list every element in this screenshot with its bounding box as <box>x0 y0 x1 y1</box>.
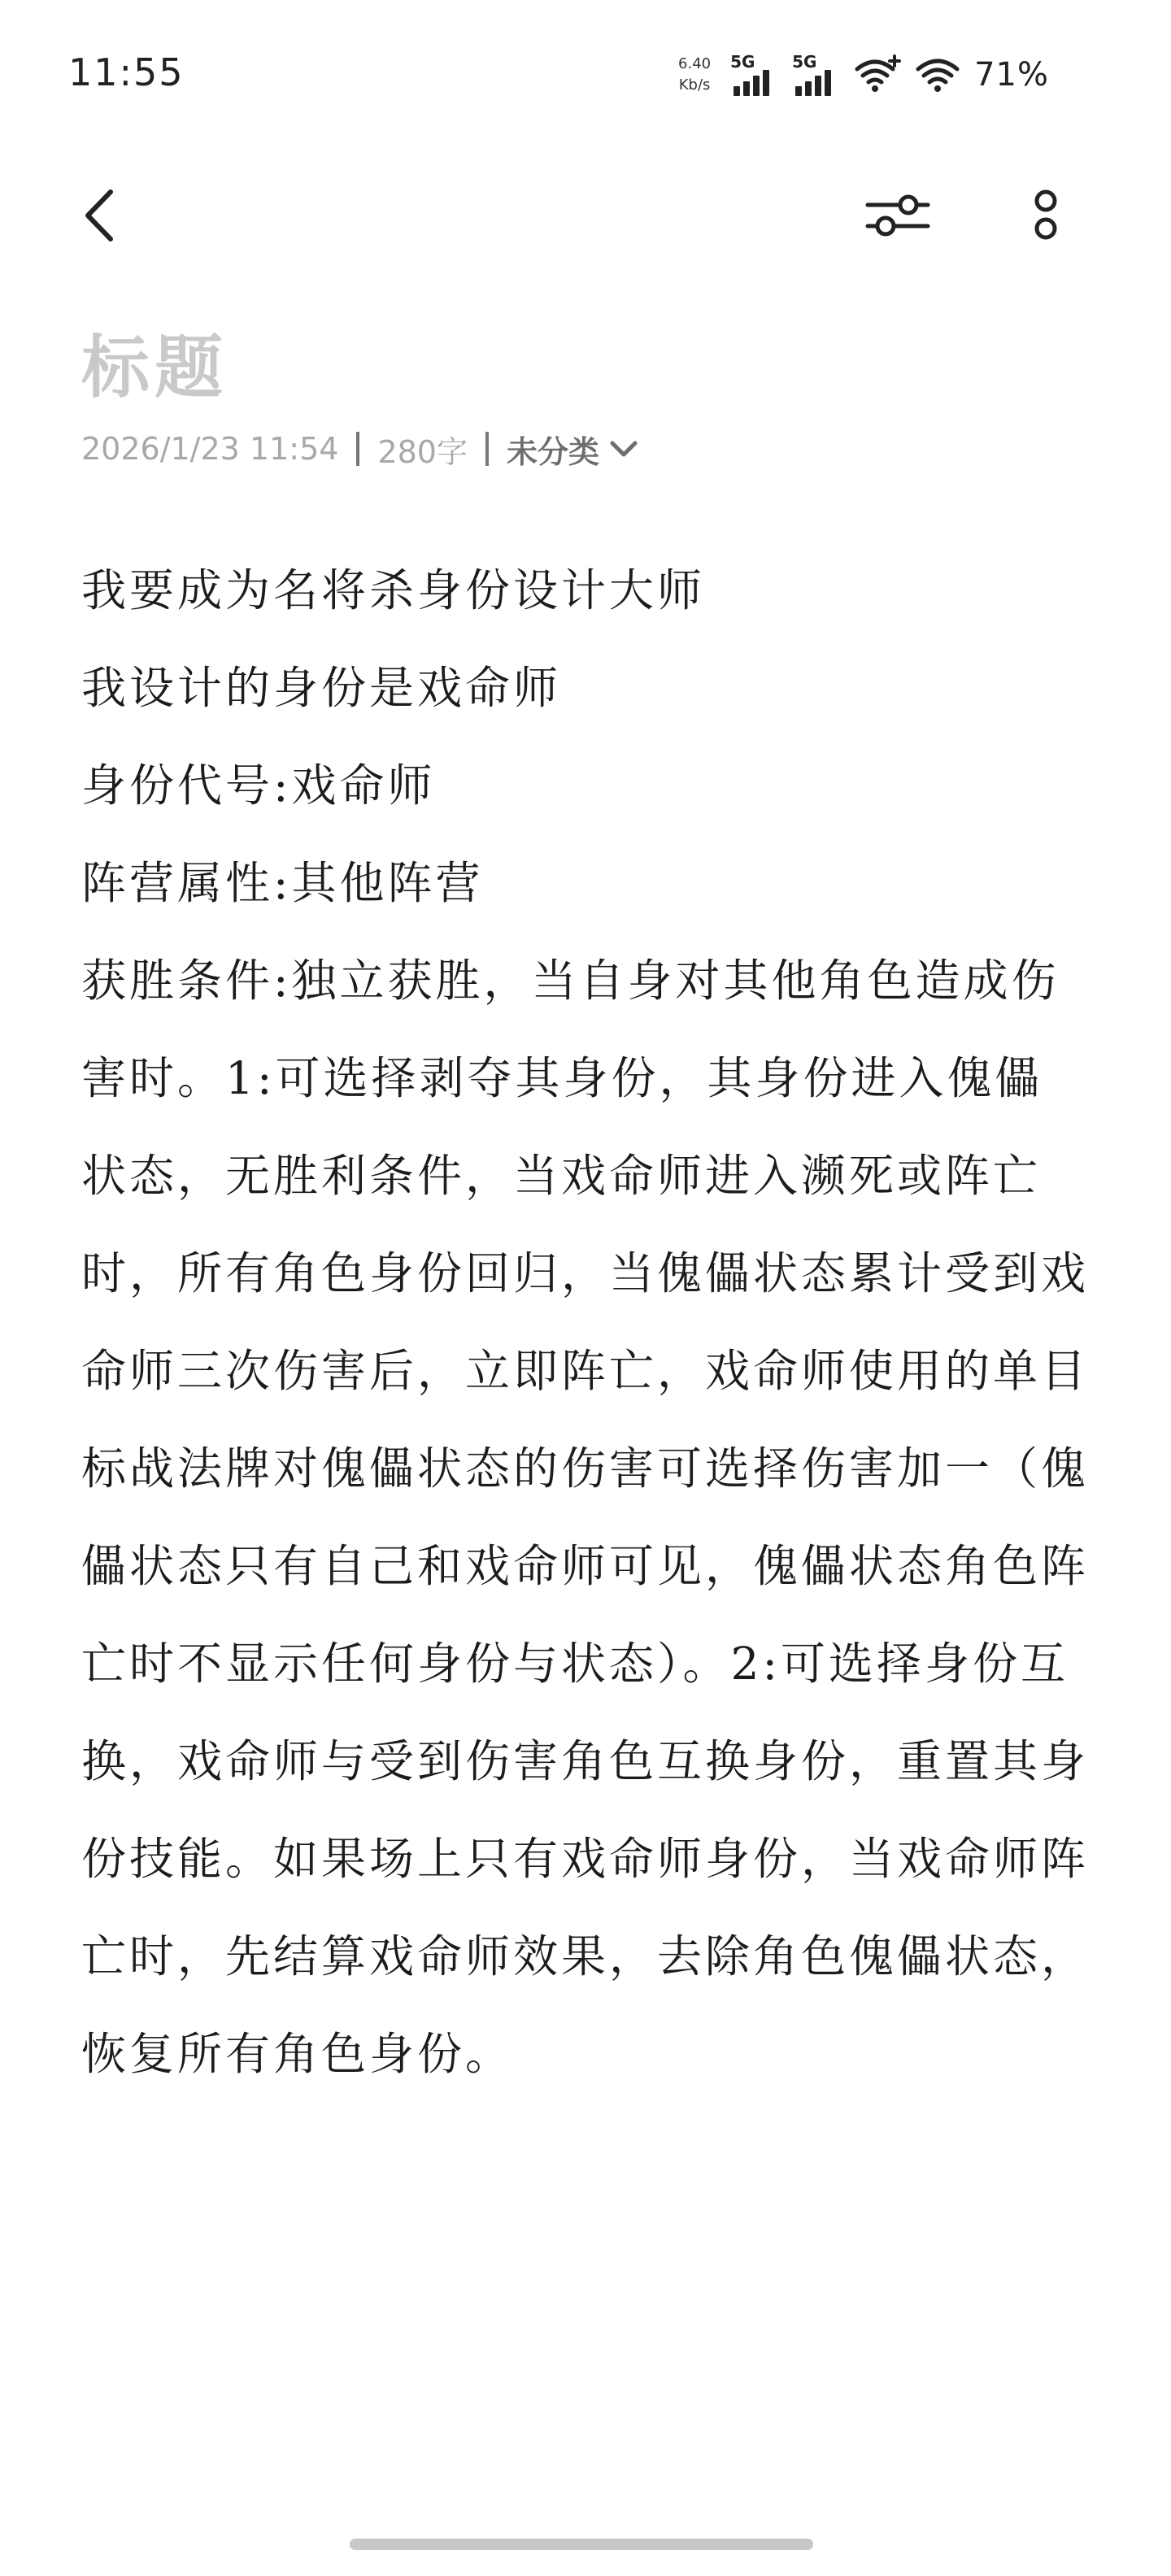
wifi-add-icon <box>854 54 901 95</box>
meta-divider <box>485 432 489 466</box>
chevron-down-icon <box>609 439 638 459</box>
status-time: 11:55 <box>68 50 185 94</box>
note-toolbar <box>0 154 1171 276</box>
filter-button[interactable] <box>857 175 938 256</box>
note-date: 2026/1/23 11:54 <box>81 431 339 467</box>
note-content[interactable] <box>81 542 1090 2103</box>
note-word-count: 280字 <box>377 433 468 470</box>
battery-level: 71% <box>974 56 1049 94</box>
signal-icon <box>792 52 841 98</box>
category-selector[interactable] <box>507 427 638 472</box>
more-vertical-icon <box>1030 183 1062 248</box>
note-paragraph: 我设计的身份是戏命师 <box>81 662 562 714</box>
category-label: 未分类 <box>506 433 599 470</box>
note-paragraph: 阵营属性:其他阵营 <box>81 857 484 909</box>
more-options-button[interactable] <box>1005 175 1086 256</box>
network-speed-value: 6.40 <box>678 55 712 72</box>
meta-divider <box>356 432 359 466</box>
note-paragraph: 获胜条件:独立获胜，当自身对其他角色造成伤害时。1:可选择剥夺其身份，其身份进入傀儡状态，无胜利条件，当戏命师进入濒死或阵亡时，所有角色身份回归，当傀儡状态累计受到戏命师三次伤害后，立即阵亡，戏命师使用的单目标战法牌对傀儡状态的伤害可选择伤害加一（傀儡状态只有自己和戏命师可见，傀儡状态角色阵亡时不显示任何身份与状态）。2:可选择身份互换，戏命师与受到伤害角色互换身份，重置其身份技能。如果场上只有戏命师身份，当戏命师阵亡时，先结算戏命师效果，去除角色傀儡状态，恢复所有角色身份。 <box>81 955 1090 2080</box>
sim1-network-label: 5G <box>730 52 755 72</box>
sliders-icon <box>863 187 933 244</box>
signal-icon <box>730 52 779 98</box>
status-bar <box>0 0 1171 154</box>
note-paragraph: 身份代号:戏命师 <box>81 759 436 812</box>
network-speed-unit: Kb/s <box>678 76 711 94</box>
note-paragraph: 我要成为名将杀身份设计大师 <box>81 564 706 616</box>
network-speed <box>678 54 711 96</box>
wifi-icon <box>914 54 961 95</box>
sim2-network-label: 5G <box>792 52 817 72</box>
status-icons <box>678 50 1049 99</box>
home-indicator[interactable] <box>350 2539 813 2550</box>
back-button[interactable] <box>59 175 140 256</box>
chevron-left-icon <box>75 187 124 244</box>
note-meta <box>81 424 638 473</box>
note-title-field[interactable]: 标题 <box>81 327 229 407</box>
